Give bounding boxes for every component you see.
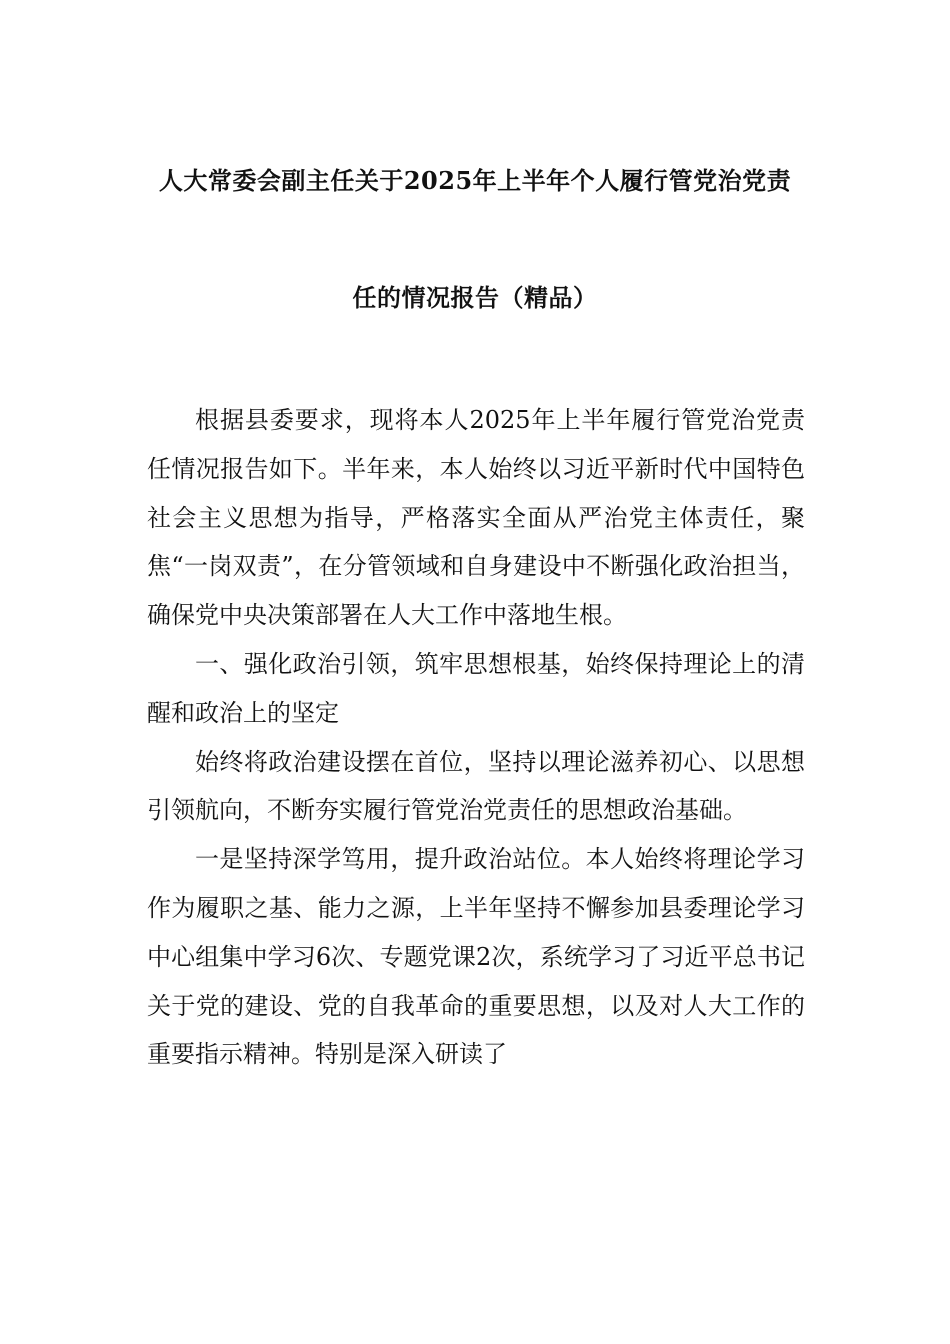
paragraph-point-1: 一是坚持深学笃用，提升政治站位。本人始终将理论学习作为履职之基、能力之源，上半年坚持不懈参加县委理论学习中心组集中学习6次、专题党课2次，系统学习了习近平总书记关于党的建设、党的自我革命的重要思想，以及对人大工作的重要指示精神。特别是深入研读了: [147, 845, 805, 1069]
paragraph-section-heading-1: 一、强化政治引领，筑牢思想根基，始终保持理论上的清醒和政治上的坚定: [147, 649, 805, 727]
document-body: [147, 396, 805, 1079]
paragraph-intro: 根据县委要求，现将本人2025年上半年履行管党治党责任情况报告如下。半年来，本人始终以习近平新时代中国特色社会主义思想为指导，严格落实全面从严治党主体责任，聚焦“一岗双责”，在分管领域和自身建设中不断强化政治担当，确保党中央决策部署在人大工作中落地生根。: [147, 406, 805, 630]
document-title-line-1: 人大常委会副主任关于2025年上半年个人履行管党治党责: [158, 166, 792, 195]
document-title-line-2: 任的情况报告（精品）: [352, 283, 598, 312]
paragraph-section-summary: 始终将政治建设摆在首位，坚持以理论滋养初心、以思想引领航向，不断夯实履行管党治党责任的思想政治基础。: [147, 747, 805, 825]
